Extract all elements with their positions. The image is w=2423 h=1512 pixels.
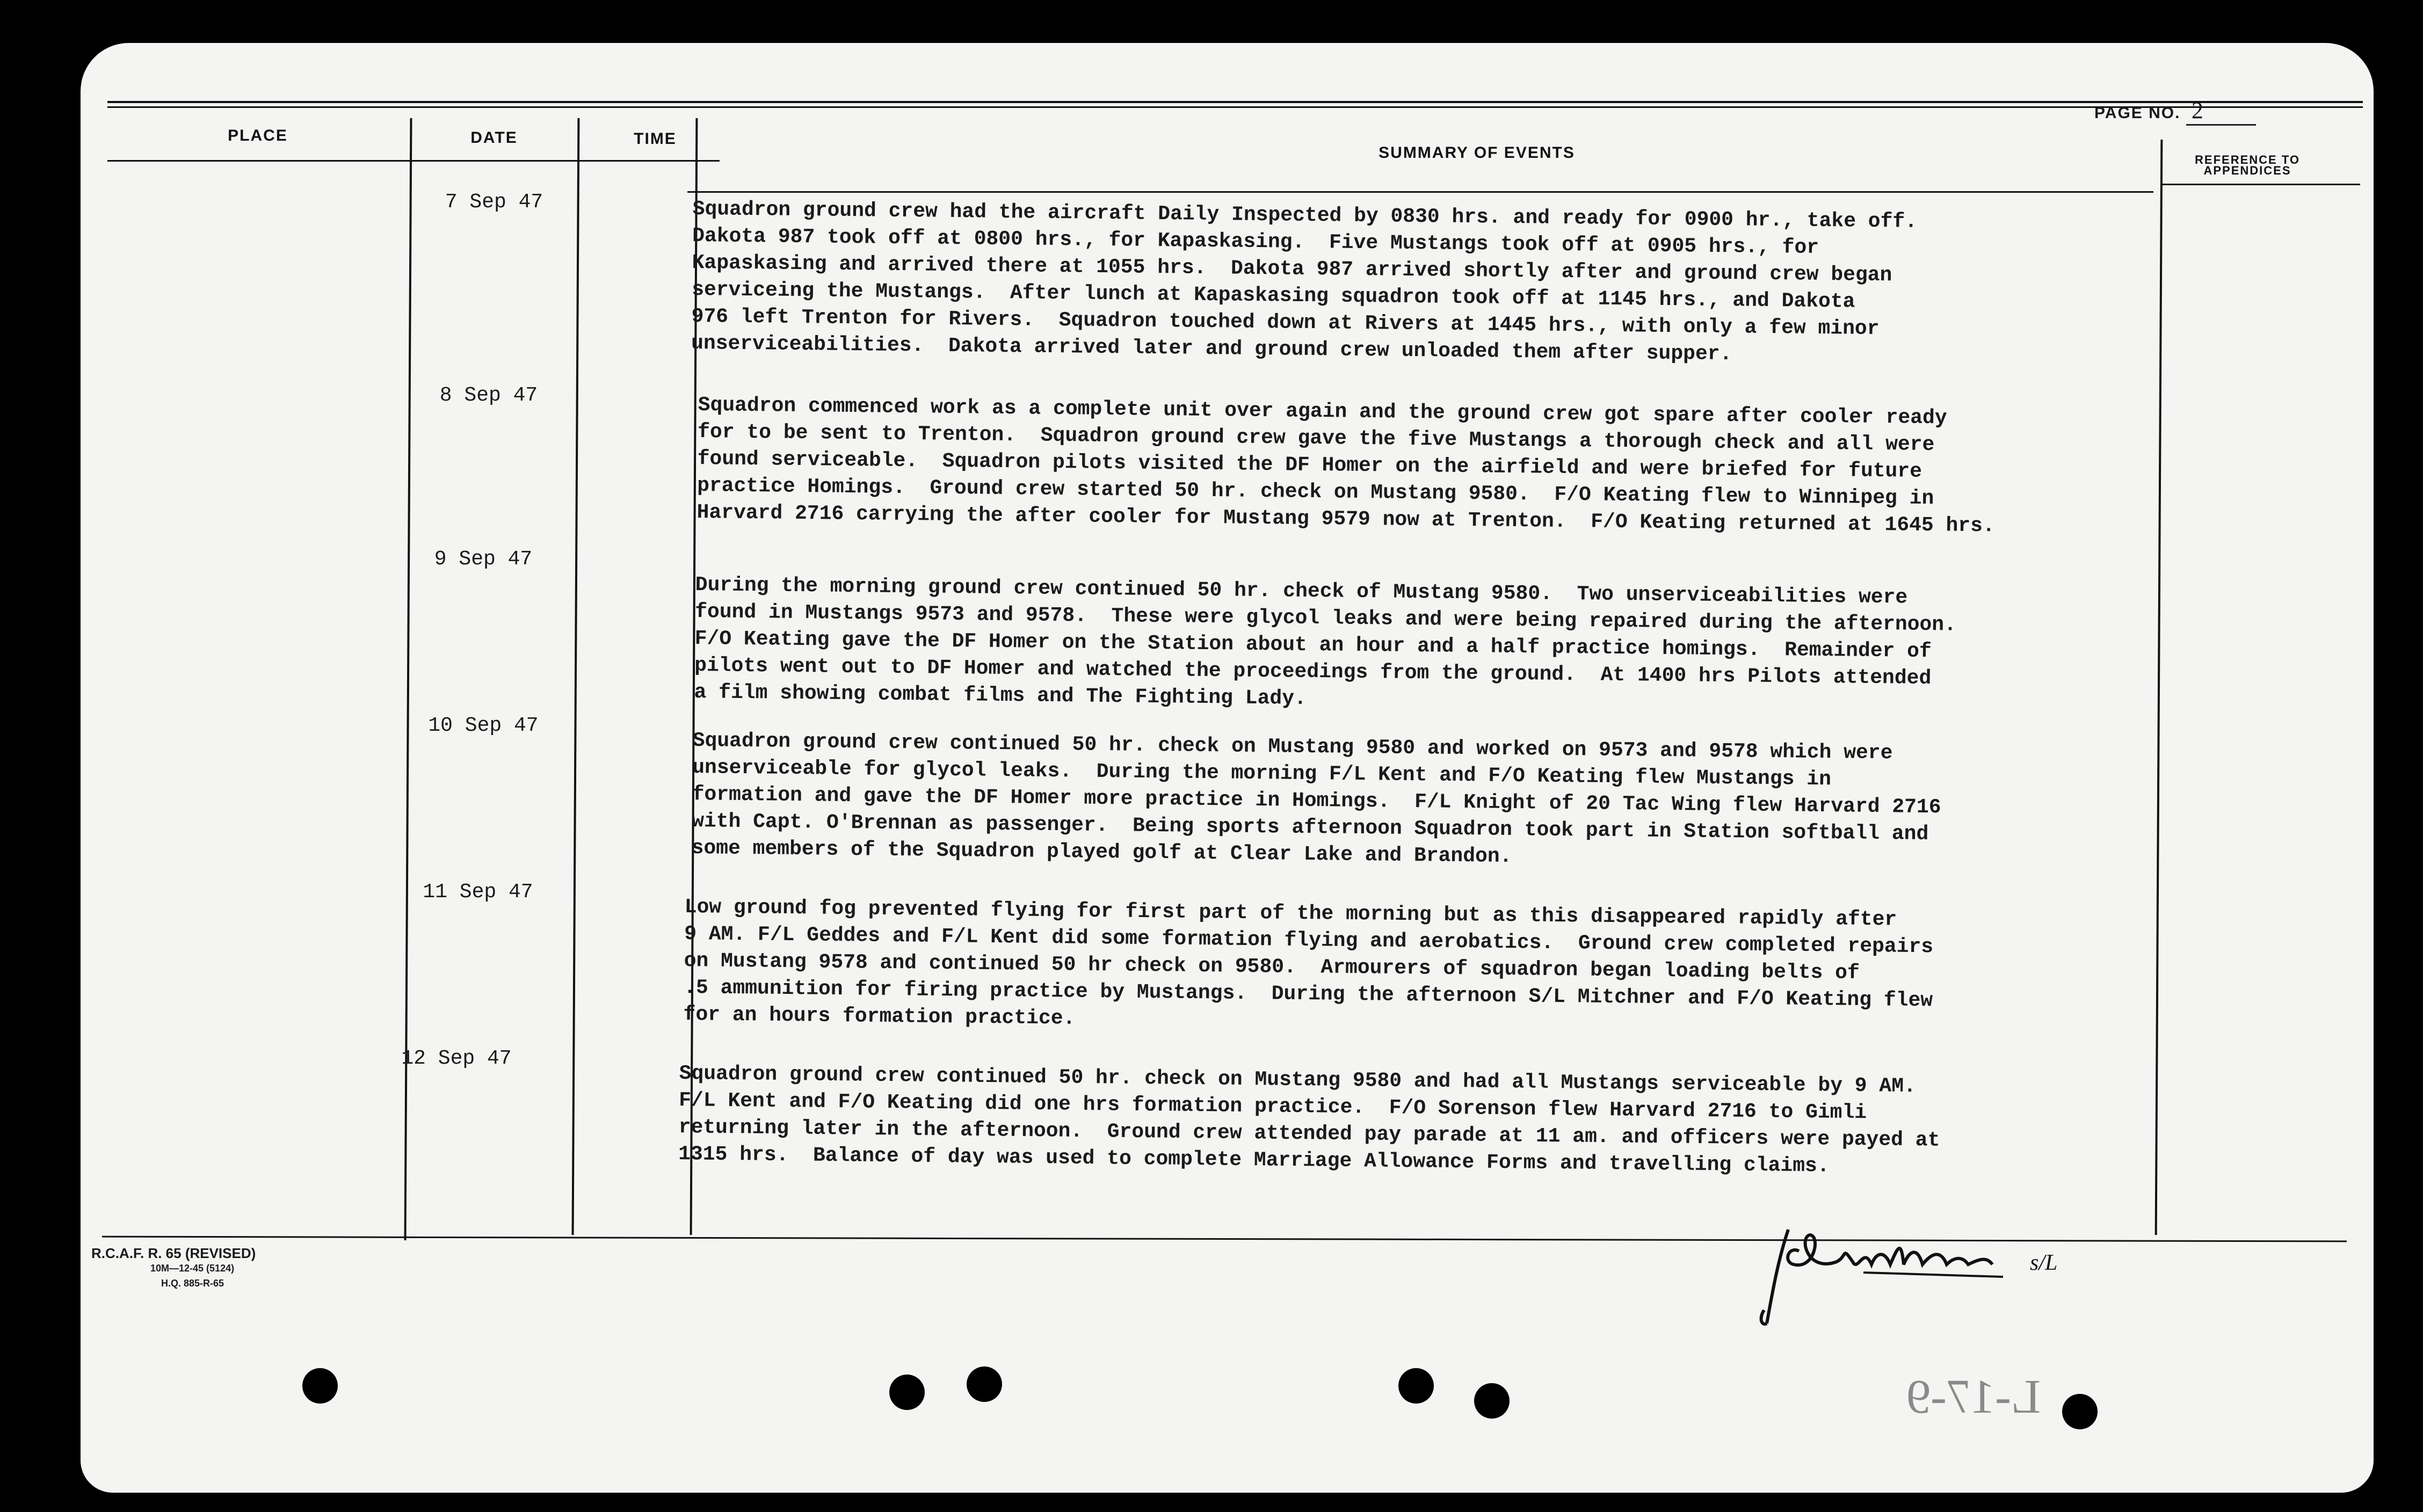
signature-text: JMitchner S/L [1756,1213,1760,1214]
form-number: R.C.A.F. R. 65 (REVISED) [91,1245,256,1261]
entry-summary-5: Low ground fog prevented flying for first part of the morning but as this disappeared rapidly after 9 AM. F/L Geddes and F/L Kent did some formation flying and aerobatics. Ground crew completed repairs on Mustang 9578 and continued 50 hr check on 9580. Armourers of squadron began loading belts of .5 ammunition for firing practice by Mustangs. During the afternoon S/L Mitchner and F/O Keating flew for an hours formation practice. [683,895,1934,1030]
header-rule-left [107,160,720,162]
column-divider-place [404,118,412,1240]
punch-hole-5 [1474,1383,1510,1419]
entry-summary-6: Squadron ground crew continued 50 hr. check on Mustang 9580 and had all Mustangs serviceable by 9 AM. F/L Kent and F/O Keating did one hrs formation practice. F/O Sorenson flew Harvard 2716 to Gimli returning later in the afternoon. Ground crew attended pay parade at 11 am. and officers were payed at 1315 hrs. Balance of day was used to complete Marriage Allowance Forms and travelling claims. [678,1062,1940,1178]
signature [1756,1213,2196,1332]
header-time: TIME [634,130,677,148]
entry-summary-1: Squadron ground crew had the aircraft Daily Inspected by 0830 hrs. and ready for 0900 hr., take off. Dakota 987 took off at 0800 hrs., for Kapaskasing. Five Mustangs took off at 0905 hrs., for Kapaskasing and arrived there at 1055 hrs. Dakota 987 arrived shortly after and ground crew began serviceing the Mustangs. After lunch at Kapaskasing squadron took off at 1145 hrs., and Dakota 976 left Trenton for Rivers. Squadron touched down at Rivers at 1445 hrs., with only a few minor unserviceabilities. Dakota arrived later and ground crew unloaded them after supper. [691,197,1918,366]
entry-date-4: 10 Sep 47 [428,714,539,737]
entry-date-2: 8 Sep 47 [439,384,538,407]
column-divider-date [572,118,580,1235]
entry-date-1: 7 Sep 47 [445,191,543,214]
form-identifier [91,1246,256,1291]
entry-date-5: 11 Sep 47 [423,881,533,904]
punch-hole-3 [967,1366,1002,1402]
header-rule-summary [687,191,2153,193]
header-reference: REFERENCE TO APPENDICES [2195,153,2300,177]
header-place: PLACE [228,127,288,144]
entry-summary-2: Squadron commenced work as a complete unit over again and the ground crew got spare after cooler ready for to be sent to Trenton. Squadron ground crew gave the five Mustangs a thorough check and all were found serviceable. Squadron pilots visited the DF Homer on the airfield and were briefed for future practice Homings. Ground crew started 50 hr. check on Mustang 9580. F/O Keating flew to Winnipeg in Harvard 2716 carrying the after cooler for Mustang 9579 now at Trenton. F/O Keating returned at 1645 hrs. [697,393,1995,538]
handwritten-archive-mark: L-17-9 [1906,1370,2041,1423]
entry-summary-4: Squadron ground crew continued 50 hr. check on Mustang 9580 and worked on 9573 and 9578 which were unserviceable for glycol leaks. During the morning F/L Kent and F/O Keating flew Mustangs in formation and gave the DF Homer more practice in Homings. F/L Knight of 20 Tac Wing flew Harvard 2716 with Capt. O'Brennan as passenger. Being sports afternoon Squadron took part in Station softball and some members of the Squadron played golf at Clear Lake and Brandon. [691,729,1941,868]
page-number [2094,97,2256,126]
top-rule [107,101,2363,103]
form-hq-code: H.Q. 885-R-65 [161,1278,224,1289]
top-rule-inner [107,106,2363,108]
page-number-value: 2 [2186,97,2256,126]
form-print-run: 10M—12-45 (5124) [150,1263,235,1274]
punch-hole-4 [1398,1368,1434,1404]
entry-summary-3: During the morning ground crew continued 50 hr. check of Mustang 9580. Two unserviceabilities were found in Mustangs 9573 and 9578. These were glycol leaks and were being repaired during the afternoon. F/O Keating gave the DF Homer on the Station about an hour and a half practice homings. Remainder of pilots went out to DF Homer and watched the proceedings from the ground. At 1400 hrs Pilots attended a film showing combat films and The Fighting Lady. [694,573,1957,710]
punch-hole-2 [889,1375,925,1410]
header-summary: SUMMARY OF EVENTS [1379,144,1575,162]
punch-hole-6 [2062,1394,2098,1429]
page-number-label: PAGE NO. [2094,104,2181,122]
entry-date-6: 12 Sep 47 [401,1047,512,1070]
signature-rank: s/L [2030,1251,2058,1275]
header-rule-reference [2161,184,2360,185]
header-date: DATE [470,129,518,147]
punch-hole-1 [302,1368,338,1404]
entry-date-3: 9 Sep 47 [434,548,533,571]
record-form-card [81,43,2374,1493]
